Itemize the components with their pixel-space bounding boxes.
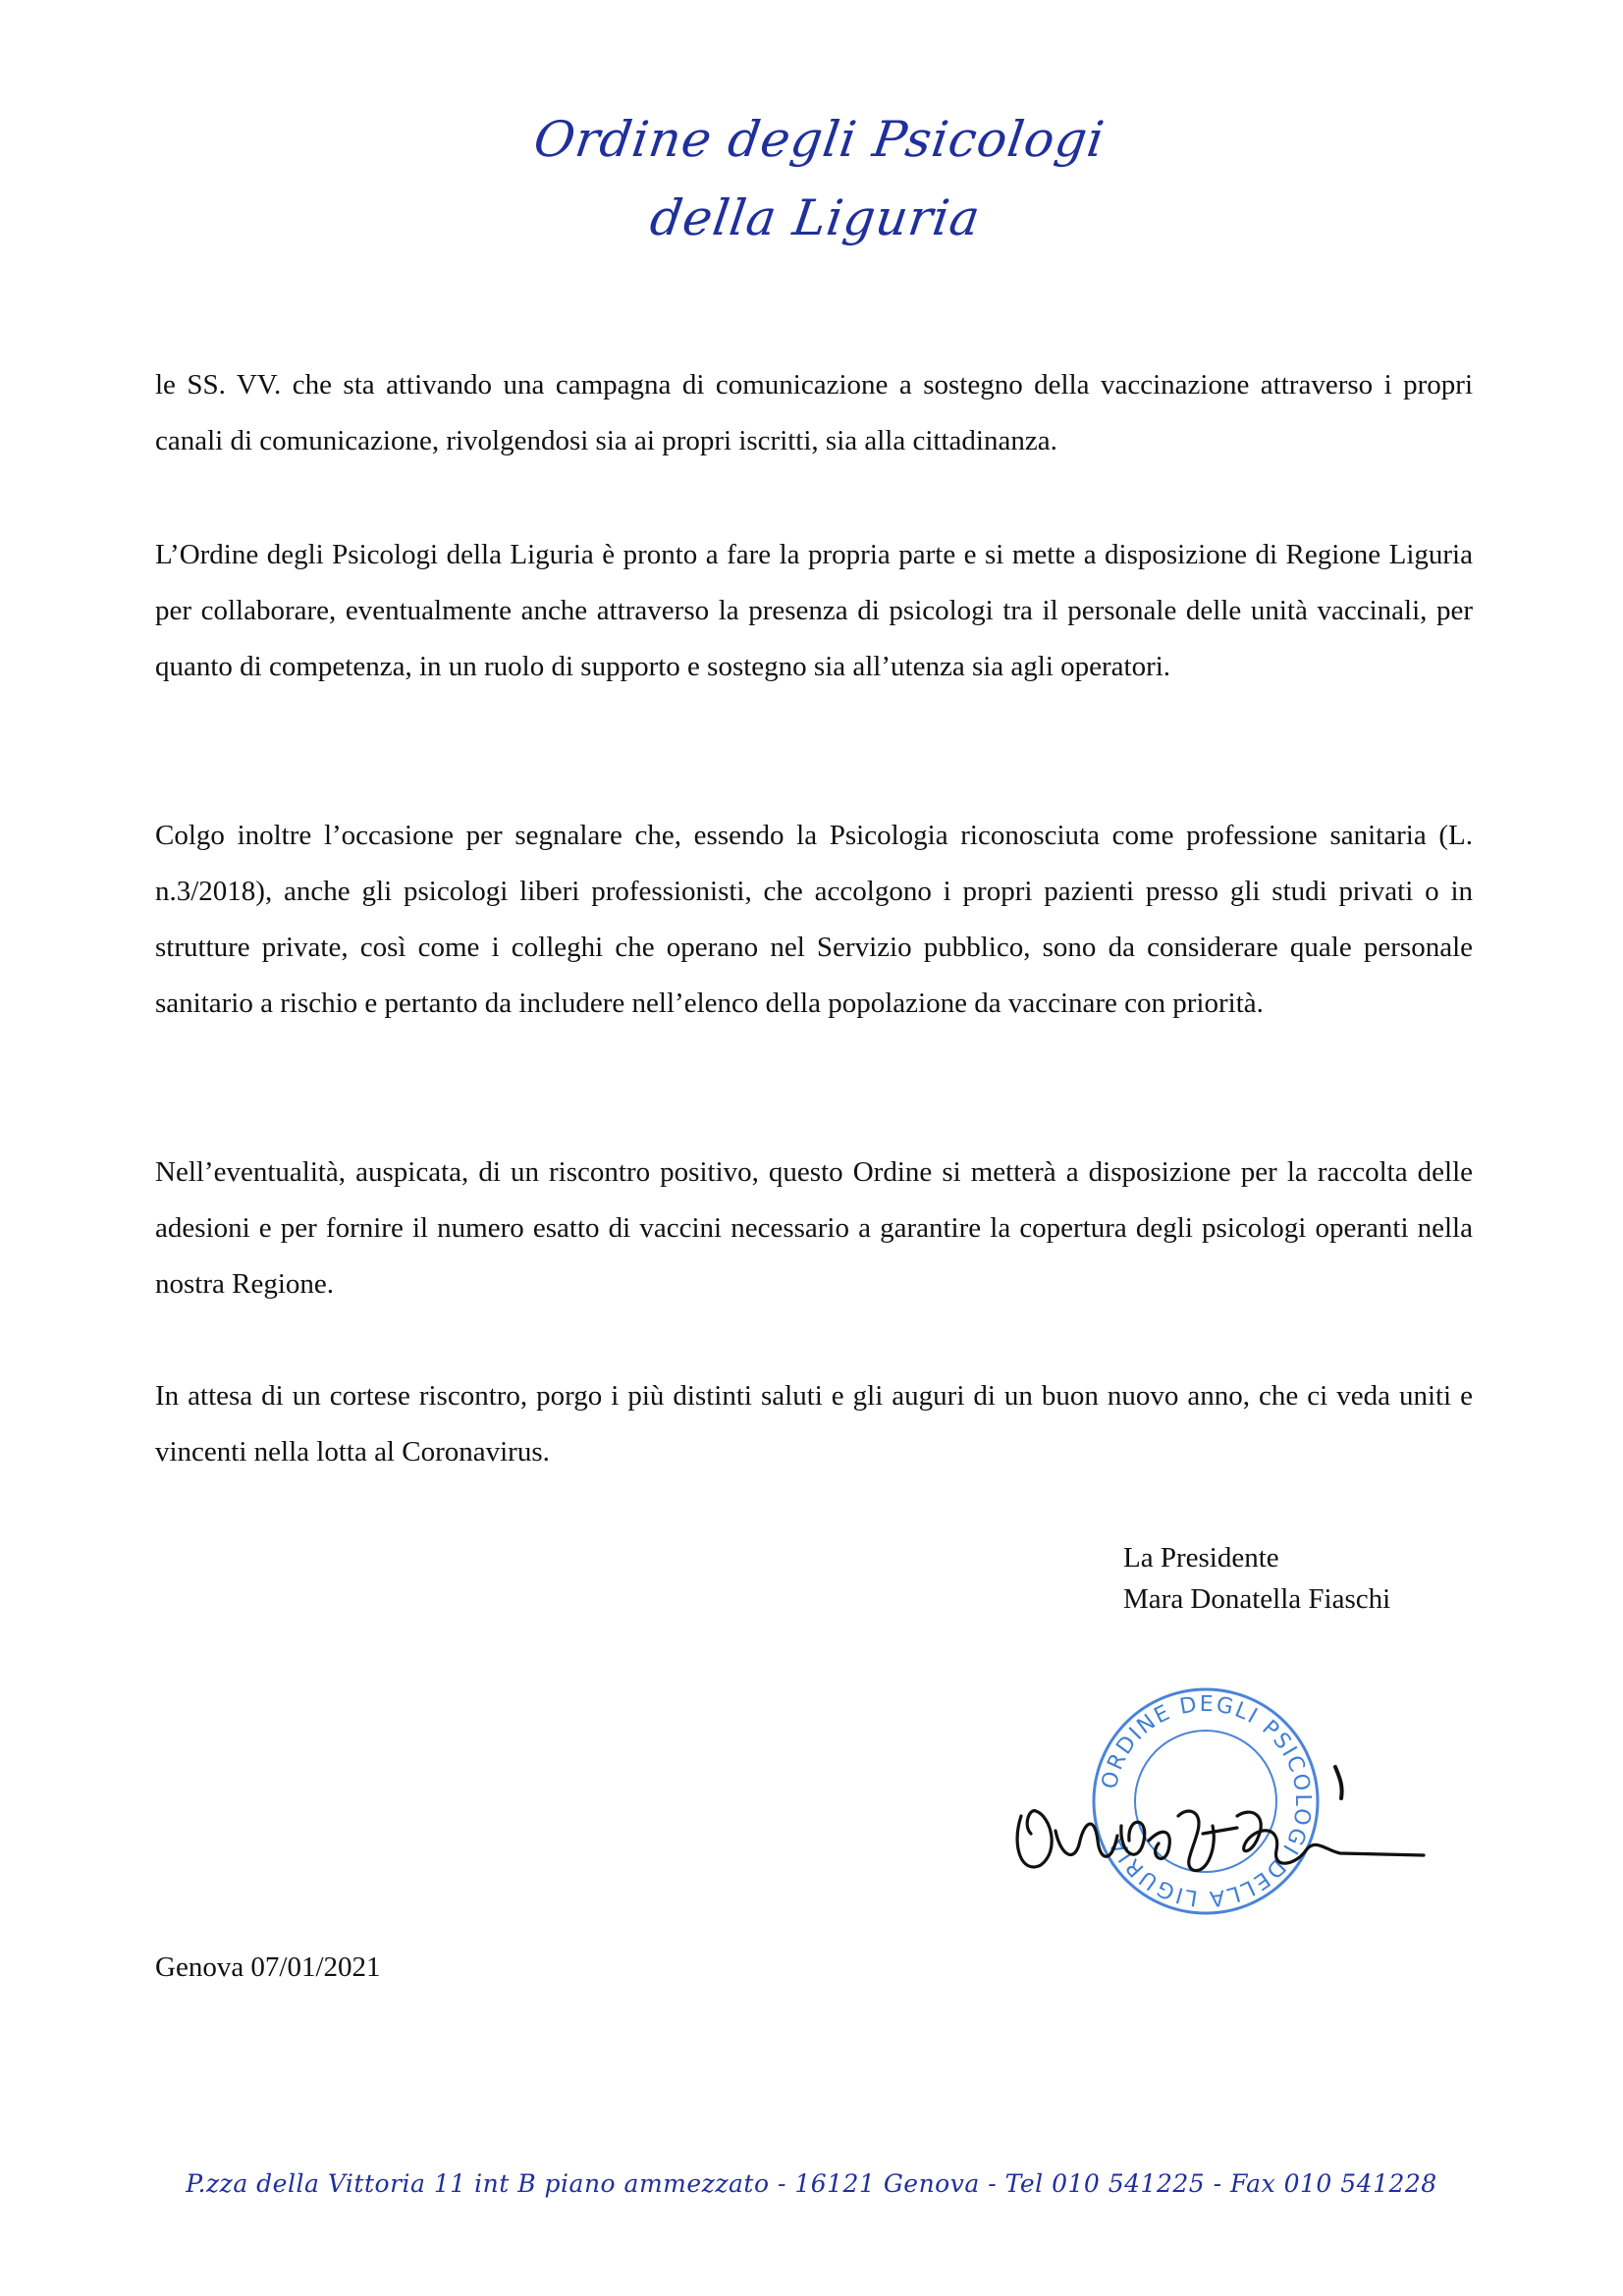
signature-block	[1123, 1537, 1390, 1620]
paragraph-availability: L’Ordine degli Psicologi della Liguria è pronto a fare la propria parte e si mette a disposizione di Regione Liguria per collaborare, eventualmente anche attraverso la presenza di psicologi tra il personale delle unità vaccinali, per quanto di competenza, in un ruolo di supporto e sostegno sia all’utenza sia agli operatori.	[155, 539, 1473, 682]
place-date: Genova 07/01/2021	[155, 1951, 381, 1983]
stamp-text: ORDINE DEGLI PSICOLOGI DELLA LIGURIA	[1097, 1691, 1316, 1911]
signatory-name: Mara Donatella Fiaschi	[1123, 1583, 1391, 1615]
paragraph-campaign: le SS. VV. che sta attivando una campagna di comunicazione a sostegno della vaccinazione attraverso i propri canali di comunicazione, rivolgendosi sia ai propri iscritti, sia alla cittadinanza.	[155, 369, 1473, 456]
handwritten-signature	[1001, 1757, 1434, 1895]
signatory-role: La Presidente	[1123, 1542, 1279, 1574]
paragraph-priority-request: Colgo inoltre l’occasione per segnalare che, essendo la Psicologia riconosciuta come professione sanitaria (L. n.3/2018), anche gli psicologi liberi professionisti, che accolgono i propri pazienti presso gli studi privati o in strutture private, così come i colleghi che operano nel Servizio pubblico, sono da considerare quale personale sanitario a rischio e pertanto da includere nell’elenco della popolazione da vaccinare con priorità.	[155, 820, 1473, 1019]
paragraph-collaboration: Nell’eventualità, auspicata, di un riscontro positivo, questo Ordine si metterà a disposizione per la raccolta delle adesioni e per fornire il numero esatto di vaccini necessario a garantire la copertura degli psicologi operanti nella nostra Regione.	[155, 1156, 1473, 1300]
letterhead-title: Ordine degli Psicologi	[530, 111, 1109, 168]
paragraph-closing: In attesa di un cortese riscontro, porgo i più distinti saluti e gli auguri di un buon nuovo anno, che ci veda uniti e vincenti nella lotta al Coronavirus.	[155, 1380, 1473, 1468]
letterhead-subtitle: della Liguria	[646, 189, 985, 246]
footer-address: P.zza della Vittoria 11 int B piano ammezzato - 16121 Genova - Tel 010 541225 - Fax 010 541228	[186, 2169, 1437, 2198]
